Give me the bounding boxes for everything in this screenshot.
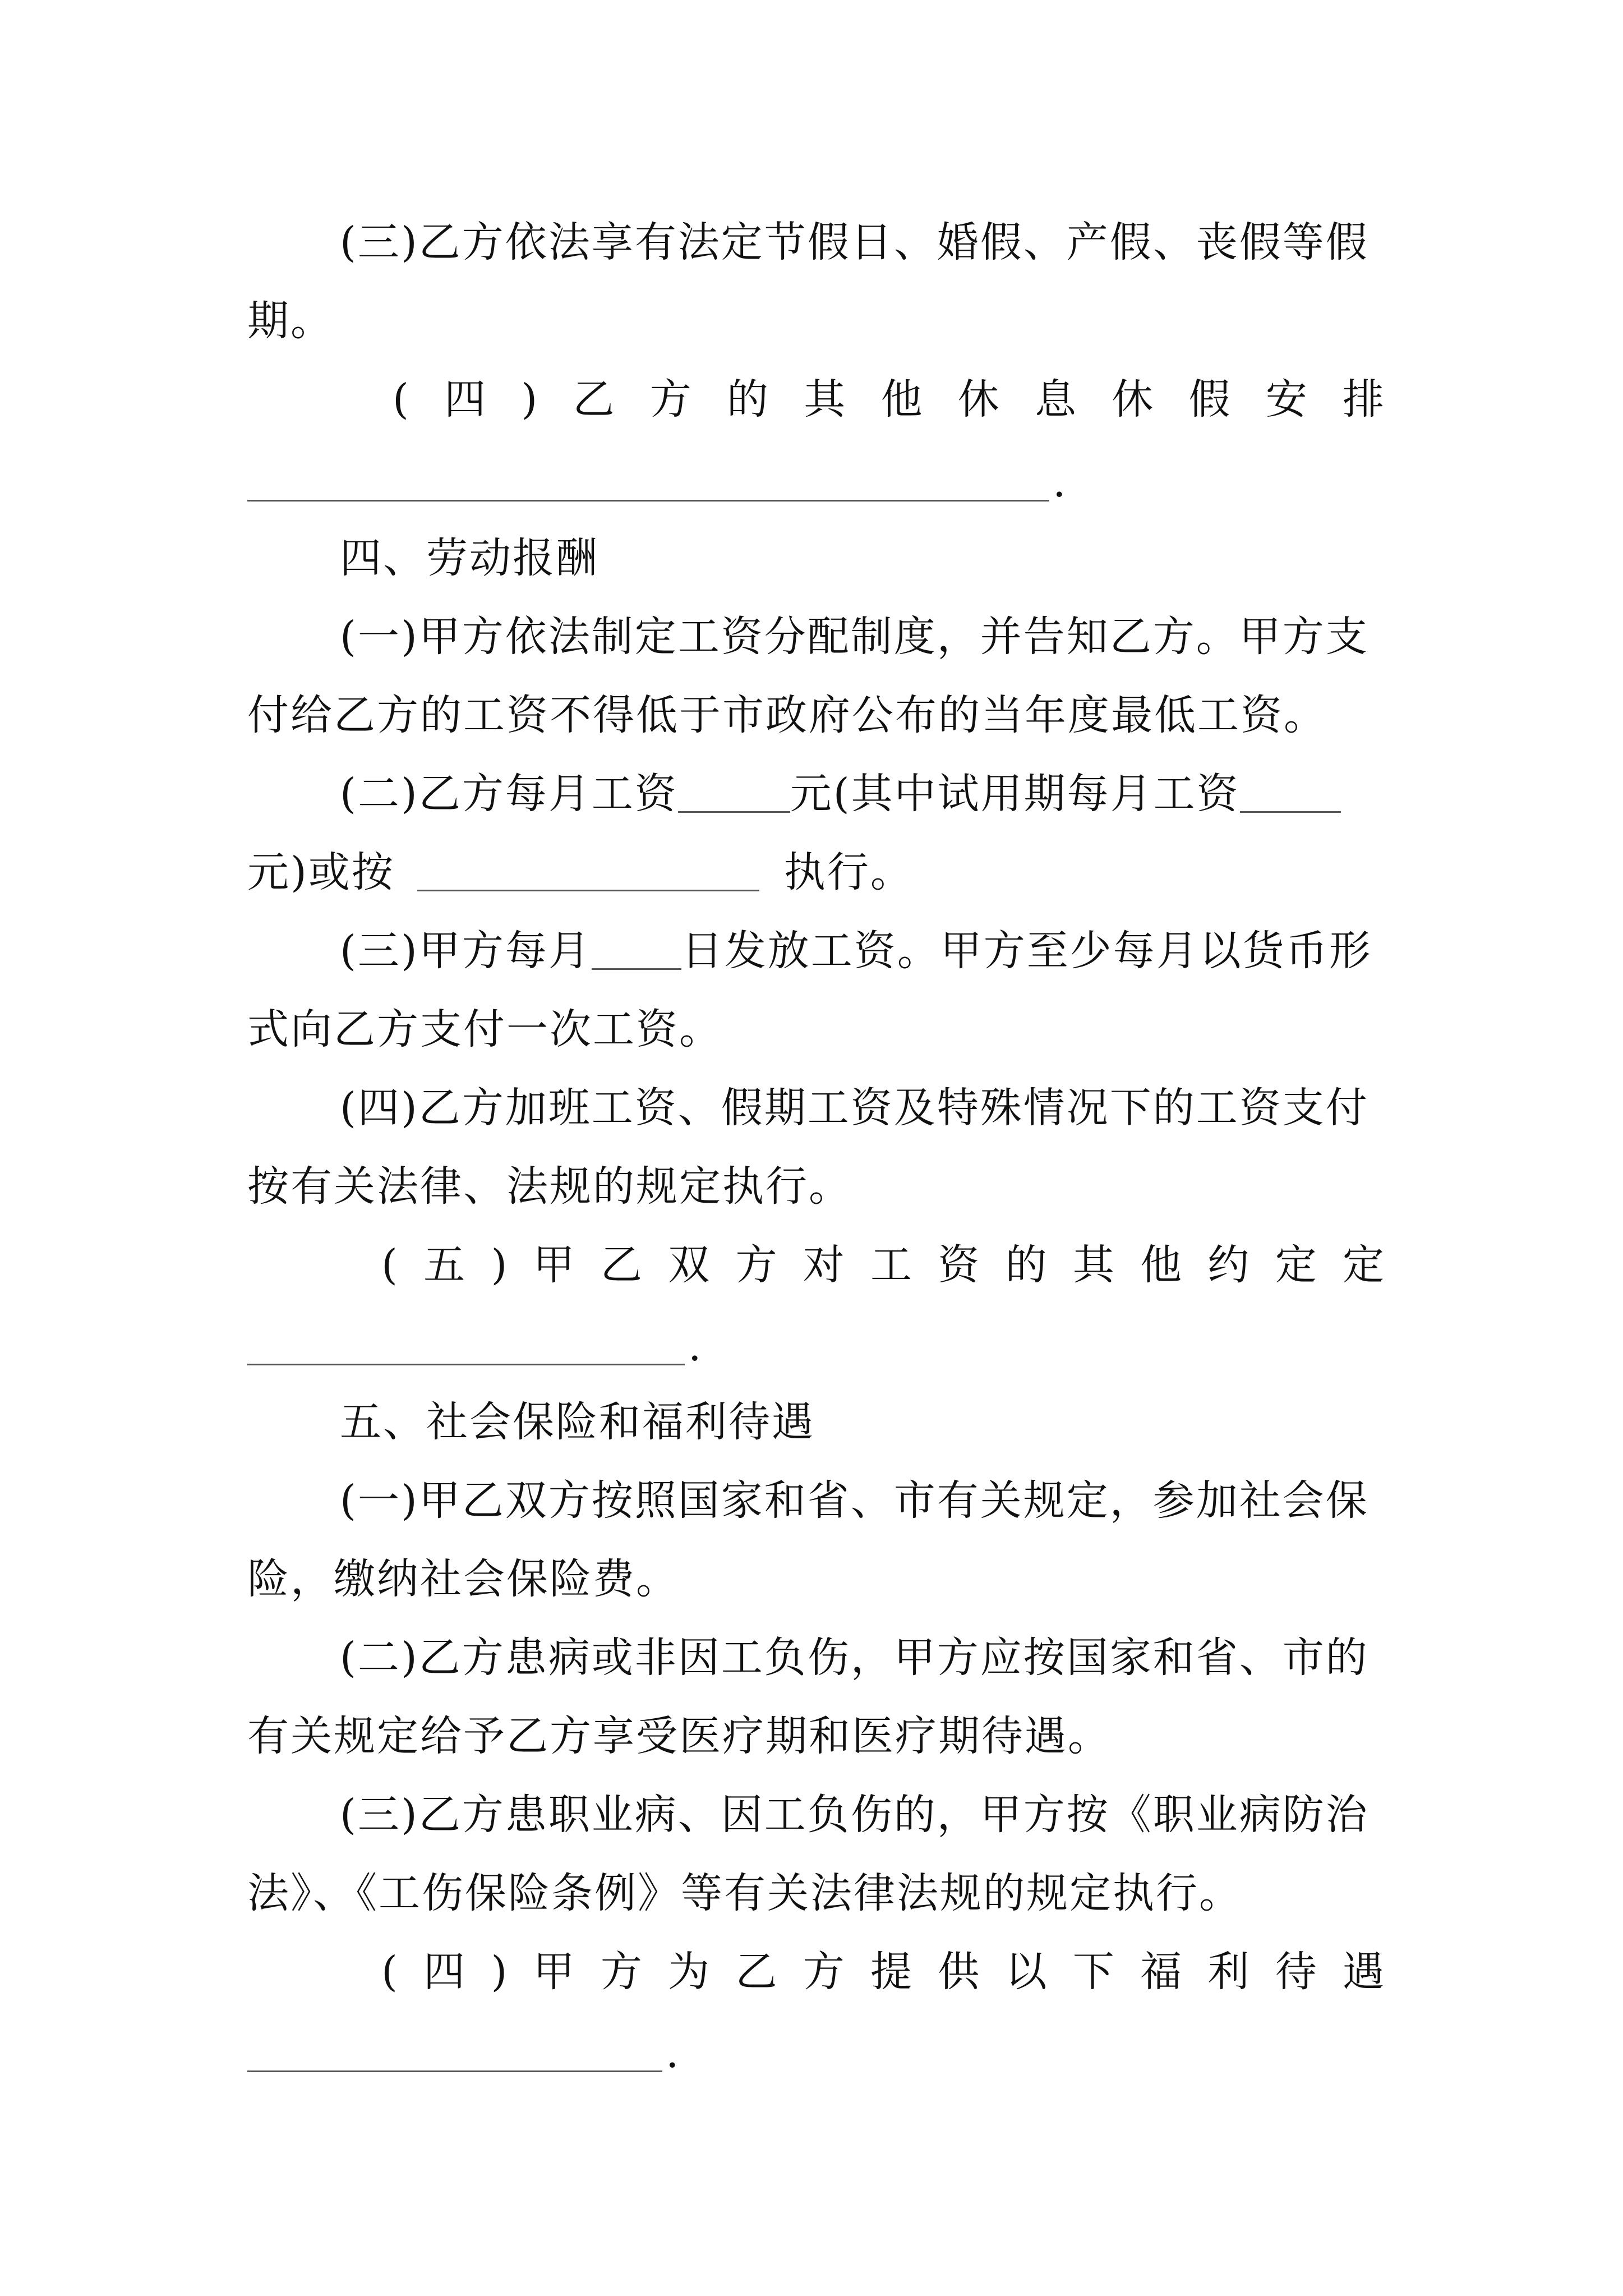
section-heading-social-insurance [340, 1383, 1386, 1461]
spaced-char: 他 [880, 375, 924, 424]
spaced-char: 提 [870, 1948, 914, 1996]
paragraph-overtime-line2 [247, 1147, 1386, 1226]
paragraph-text: 期。 [247, 297, 334, 345]
paragraph-occupational-disease-line1 [340, 1775, 1386, 1854]
paragraph-welfare-line2 [247, 2014, 1386, 2092]
paragraph-monthly-wage-line2 [247, 833, 1386, 912]
period: . [1053, 458, 1068, 507]
paragraph-welfare-line1 [381, 1932, 1386, 2011]
paragraph-text: 有关规定给予乙方享受医疗期和医疗期待遇。 [247, 1712, 1111, 1760]
spaced-char: 资 [938, 1241, 981, 1289]
fill-in-blank[interactable] [247, 2035, 662, 2072]
spaced-char: 待 [1275, 1948, 1318, 1996]
paragraph-text: 日发放工资。甲方至少每月以货币形 [681, 927, 1372, 975]
spaced-char: 遇 [1342, 1948, 1386, 1996]
paragraph-other-wage-terms-line1 [381, 1226, 1386, 1304]
paragraph-text: 法》、《工伤保险条例》等有关法律法规的规定执行。 [247, 1869, 1242, 1917]
paragraph-text: 付给乙方的工资不得低于市政府公布的当年度最低工资。 [247, 691, 1327, 739]
spaced-char: 双 [668, 1241, 712, 1289]
spaced-char: 以 [1005, 1948, 1049, 1996]
paragraph-text: 元(其中试用期每月工资 [790, 770, 1240, 818]
spaced-char: ( [393, 375, 411, 424]
spaced-char: 甲 [533, 1948, 577, 1996]
paragraph-payday-line2 [247, 990, 1386, 1069]
spaced-char: 安 [1265, 375, 1309, 424]
paragraph-text: (一)甲方依法制定工资分配制度，并告知乙方。甲方支 [340, 613, 1369, 661]
spaced-char: 五 [423, 1241, 467, 1289]
spaced-char: ) [521, 375, 540, 424]
spaced-char: 方 [803, 1948, 846, 1996]
spaced-char: 方 [735, 1241, 779, 1289]
spaced-char: 对 [803, 1241, 846, 1289]
spaced-char: 休 [1112, 375, 1155, 424]
spaced-char: 的 [727, 375, 770, 424]
paragraph-payday-line1 [340, 912, 1386, 990]
paragraph-text: 元)或按 [247, 848, 395, 896]
paragraph-holidays-line2 [247, 282, 1386, 360]
spaced-char: 乙 [600, 1241, 644, 1289]
fill-in-blank[interactable] [592, 932, 681, 970]
heading-text: 五、社会保险和福利待遇 [340, 1398, 815, 1446]
spaced-char: ( [381, 1241, 399, 1289]
paragraph-text: (二)乙方患病或非因工负伤，甲方应按国家和省、市的 [340, 1634, 1369, 1682]
fill-in-blank[interactable] [678, 775, 790, 813]
paragraph-text: 执行。 [783, 848, 914, 896]
spaced-char: 乙 [573, 375, 616, 424]
paragraph-other-rest-line2 [247, 443, 1386, 522]
paragraph-text: (三)乙方依法享有法定节假日、婚假、产假、丧假等假 [340, 218, 1369, 266]
paragraph-wage-system-line1 [340, 597, 1386, 676]
spaced-char: 假 [1188, 375, 1232, 424]
spaced-char: 休 [957, 375, 1001, 424]
spaced-char: 定 [1342, 1241, 1386, 1289]
spaced-char: 定 [1275, 1241, 1318, 1289]
paragraph-insurance-line1 [340, 1461, 1386, 1540]
period: . [666, 2029, 681, 2077]
paragraph-text: (三)甲方每月 [340, 927, 592, 975]
paragraph-sick-leave-line2 [247, 1697, 1386, 1775]
spaced-char: 他 [1140, 1241, 1184, 1289]
paragraph-text: (四)乙方加班工资、假期工资及特殊情况下的工资支付 [340, 1084, 1369, 1132]
paragraph-text: (一)甲乙双方按照国家和省、市有关规定，参加社会保 [340, 1476, 1369, 1525]
paragraph-overtime-line1 [340, 1069, 1386, 1147]
paragraph-text: 式向乙方支付一次工资。 [247, 1005, 722, 1053]
spaced-char: 方 [600, 1948, 644, 1996]
paragraph-wage-system-line2 [247, 676, 1386, 754]
spaced-char: 约 [1207, 1241, 1251, 1289]
spaced-char: 甲 [533, 1241, 577, 1289]
spaced-char: 其 [1072, 1241, 1116, 1289]
paragraph-sick-leave-line1 [340, 1618, 1386, 1697]
spaced-char: 下 [1072, 1948, 1116, 1996]
spaced-char: 福 [1140, 1948, 1184, 1996]
spaced-char: 息 [1035, 375, 1078, 424]
paragraph-occupational-disease-line2 [247, 1854, 1386, 1932]
paragraph-text: 按有关法律、法规的规定执行。 [247, 1162, 852, 1211]
paragraph-holidays-line1 [340, 203, 1386, 282]
section-heading-remuneration [340, 519, 1386, 597]
paragraph-monthly-wage-line1 [340, 754, 1386, 833]
paragraph-other-wage-terms-line2 [247, 1307, 1386, 1386]
spaced-char: 的 [1005, 1241, 1049, 1289]
paragraph-other-rest-line1 [393, 360, 1386, 439]
spaced-char: 工 [870, 1241, 914, 1289]
spaced-char: 利 [1207, 1948, 1251, 1996]
paragraph-text: 险，缴纳社会保险费。 [247, 1555, 679, 1603]
spaced-char: 乙 [735, 1948, 779, 1996]
fill-in-blank[interactable] [1240, 775, 1341, 813]
spaced-char: 其 [804, 375, 847, 424]
spaced-char: 供 [938, 1948, 981, 1996]
period: . [688, 1322, 703, 1370]
fill-in-blank[interactable] [247, 1328, 685, 1365]
paragraph-insurance-line2 [247, 1540, 1386, 1618]
spaced-char: 方 [649, 375, 693, 424]
fill-in-blank[interactable] [247, 464, 1049, 501]
spaced-char: 四 [423, 1948, 467, 1996]
spaced-char: 为 [668, 1948, 712, 1996]
spaced-char: ) [491, 1241, 509, 1289]
paragraph-text: (三)乙方患职业病、因工负伤的，甲方按《职业病防治 [340, 1791, 1369, 1839]
paragraph-text: (二)乙方每月工资 [340, 770, 678, 818]
spaced-char: 四 [444, 375, 488, 424]
spaced-char: ( [381, 1948, 399, 1996]
spaced-char: 排 [1343, 375, 1386, 424]
fill-in-blank[interactable] [417, 854, 759, 891]
spaced-char: ) [491, 1948, 509, 1996]
heading-text: 四、劳动报酬 [340, 534, 599, 582]
